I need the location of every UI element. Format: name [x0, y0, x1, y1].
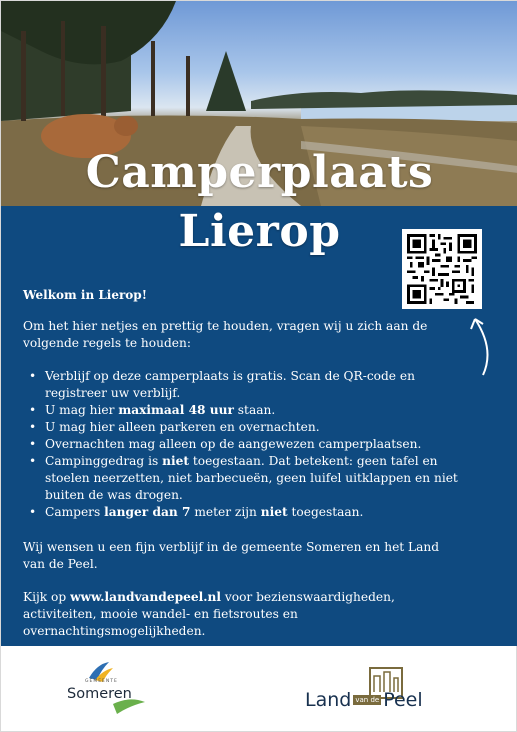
someren-gemeente-label: GEMEENTE: [85, 679, 118, 684]
list-item: • U mag hier maximaal 48 uur staan.: [23, 402, 463, 419]
page-title-line1: Camperplaats: [85, 147, 434, 198]
land-van-de-peel-logo: Land $^{van de}$ Peel: [305, 689, 423, 711]
welcome-heading: Welkom in Lierop!: [23, 288, 147, 302]
rules-list: [23, 368, 463, 521]
page-title-line2: Lierop: [178, 206, 341, 257]
list-item: • Verblijf op deze camperplaats is gratis. Scan de QR-code en registreer uw verblijf.: [23, 368, 463, 402]
someren-name: Someren: [67, 686, 132, 702]
list-item: • Campinggedrag is niet toegestaan. Dat betekent: geen tafel en stoelen neerzetten, niet barbecueën, geen luifel uitklappen en niet buiten de was drogen.: [23, 453, 463, 504]
list-item: • U mag hier alleen parkeren en overnachten.: [23, 419, 463, 436]
visit-text: Kijk op www.landvandepeel.nl voor bezienswaardigheden, activiteiten, mooie wandel- en fietsroutes en overnachtingsmogelijkheden.: [23, 590, 395, 638]
arrow-up-icon: [463, 309, 493, 379]
list-item: • Campers langer dan 7 meter zijn niet toegestaan.: [23, 504, 463, 521]
website-link[interactable]: www.landvandepeel.nl: [70, 590, 221, 604]
intro-text: Om het hier netjes en prettig te houden, vragen wij u zich aan de volgende regels te houden:: [23, 319, 428, 350]
list-item: • Overnachten mag alleen op de aangewezen camperplaatsen.: [23, 436, 463, 453]
closing-text: Wij wensen u een fijn verblijf in de gemeente Someren en het Land van de Peel.: [23, 540, 440, 571]
